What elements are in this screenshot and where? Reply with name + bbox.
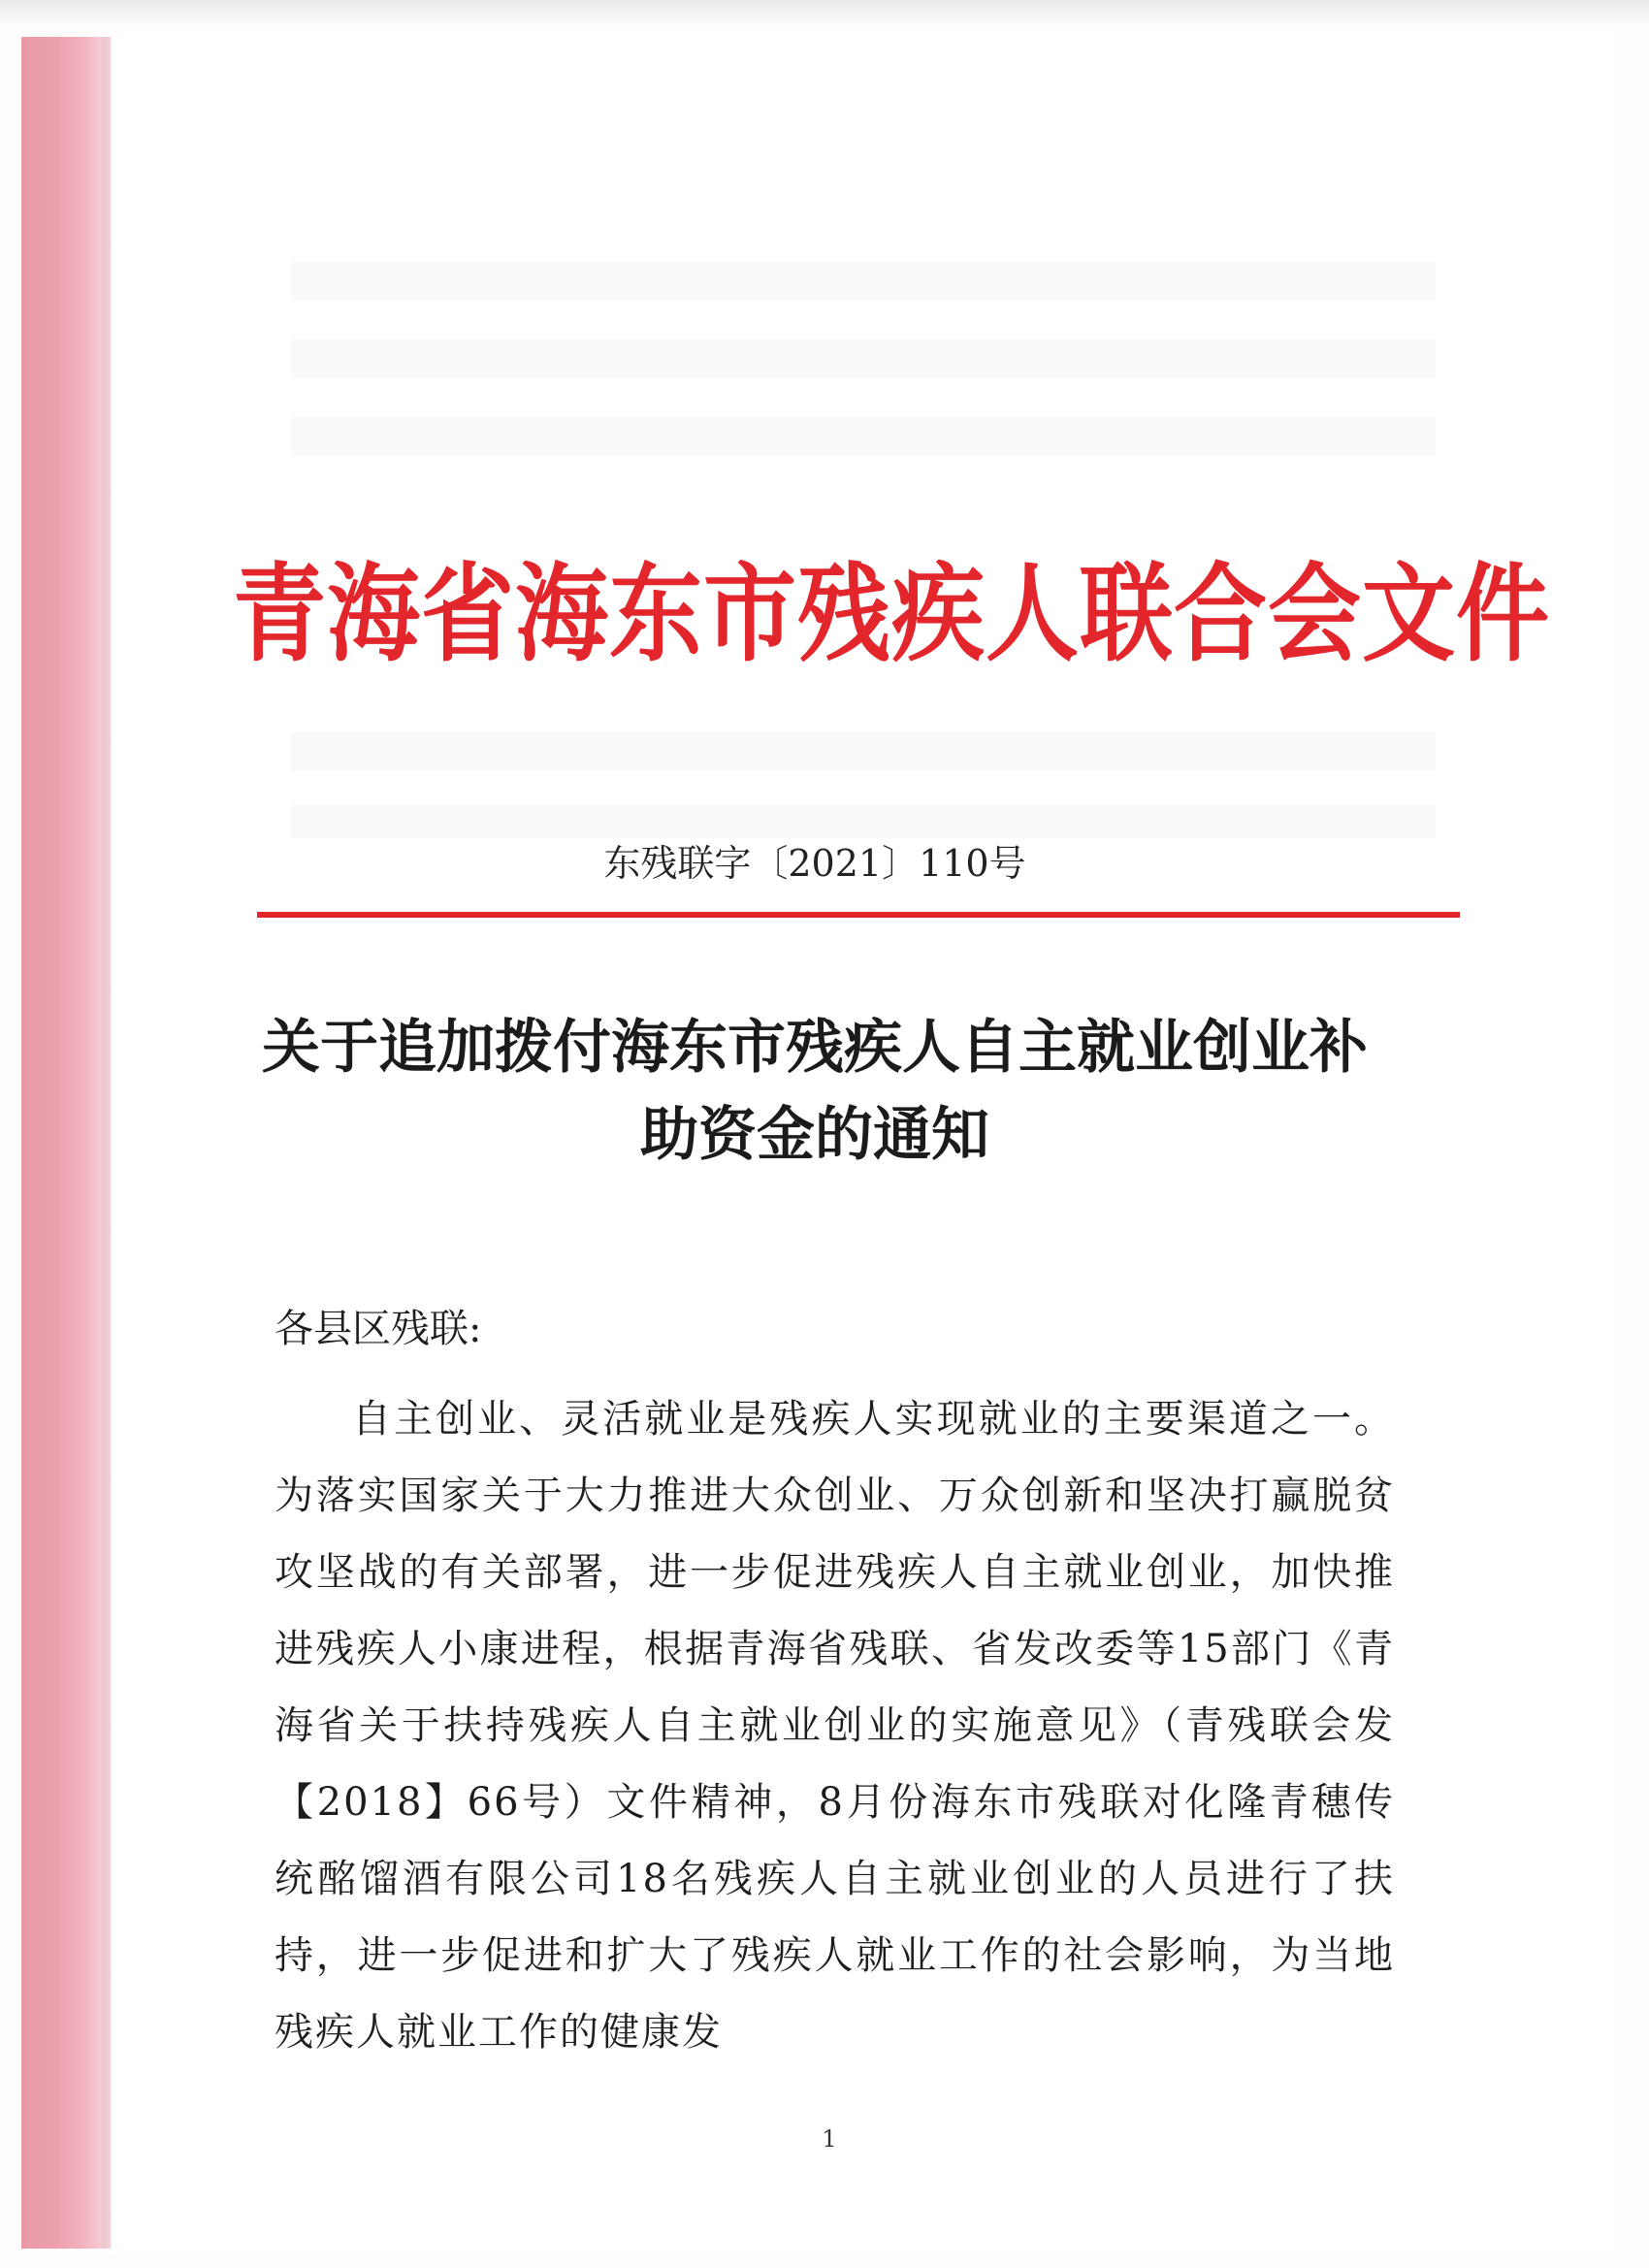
- bleed-through-line: [291, 262, 1436, 301]
- notice-title: 关于追加拨付海东市残疾人自主就业创业补助资金的通知: [262, 1014, 1368, 1169]
- salutation: 各县区残联:: [275, 1307, 482, 1351]
- page-corner: [1537, 33, 1615, 66]
- bleed-through-line: [291, 417, 1436, 456]
- pink-binding-strip: [21, 37, 111, 2249]
- bleed-through-line: [291, 732, 1436, 771]
- bleed-through-line: [291, 805, 1436, 838]
- scan-top-shadow: [0, 0, 1649, 29]
- issuer-header: 青海省海东市残疾人联合会文件: [233, 551, 1550, 677]
- bleed-through-line: [291, 340, 1436, 378]
- document-number: 东残联字〔2021〕110号: [603, 842, 1026, 885]
- red-separator-rule: [257, 912, 1460, 918]
- body-paragraph: 自主创业、灵活就业是残疾人实现就业的主要渠道之一。为落实国家关于大力推进大众创业、万众创新和坚决打赢脱贫攻坚战的有关部署，进一步促进残疾人自主就业创业，加快推进残疾人小康进程，根据青海省残联、省发改委等15部门《青海省关于扶持残疾人自主就业创业的实施意见》（青残联会发【2018】66号）文件精神，8月份海东市残联对化隆青穗传统酩馏酒有限公司18名残疾人自主就业创业的人员进行了扶持，进一步促进和扩大了残疾人就业工作的社会影响，为当地残疾人就业工作的健康发: [275, 1397, 1395, 2055]
- page-number: 1: [822, 2125, 837, 2153]
